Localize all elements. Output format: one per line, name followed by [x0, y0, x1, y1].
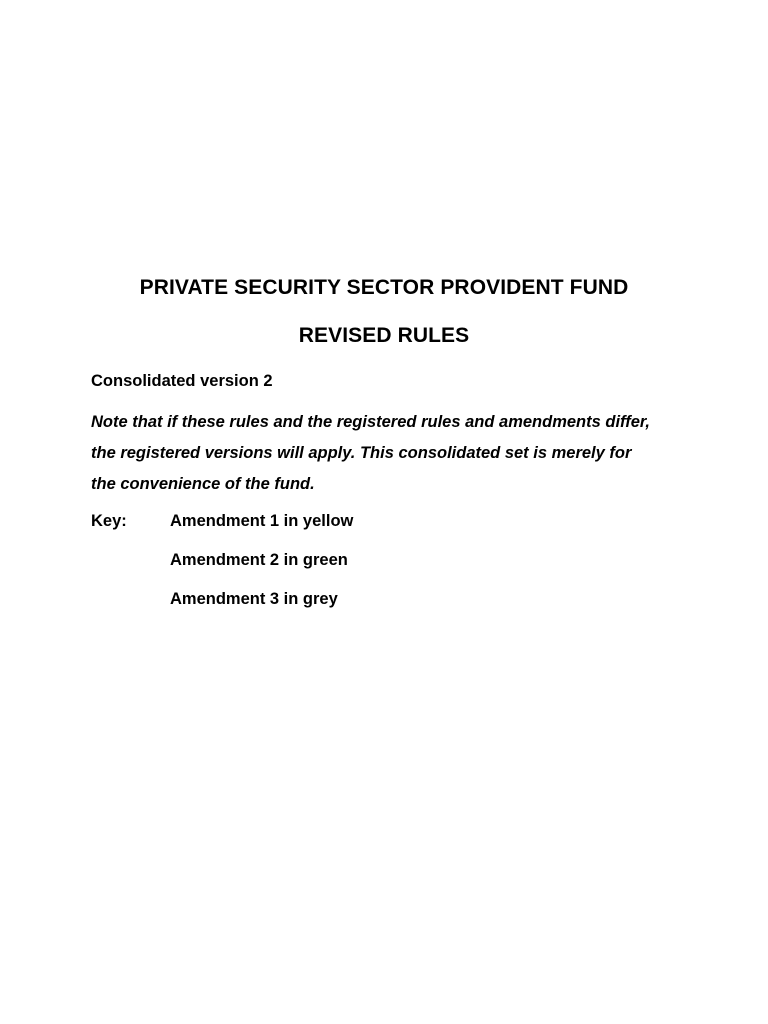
document-title: PRIVATE SECURITY SECTOR PROVIDENT FUND [139, 276, 629, 299]
disclaimer-note: Note that if these rules and the registered rules and amendments differ, the registered versions will apply. This consolidated set is merely for the convenience of the fund. [91, 413, 651, 493]
key-item-amendment-2: Amendment 2 in green [170, 551, 348, 569]
document-subtitle: REVISED RULES [298, 324, 470, 347]
key-item-amendment-3: Amendment 3 in grey [170, 590, 338, 608]
version-label: Consolidated version 2 [91, 372, 273, 390]
key-item-amendment-1: Amendment 1 in yellow [170, 512, 354, 530]
key-label: Key: [91, 512, 127, 530]
